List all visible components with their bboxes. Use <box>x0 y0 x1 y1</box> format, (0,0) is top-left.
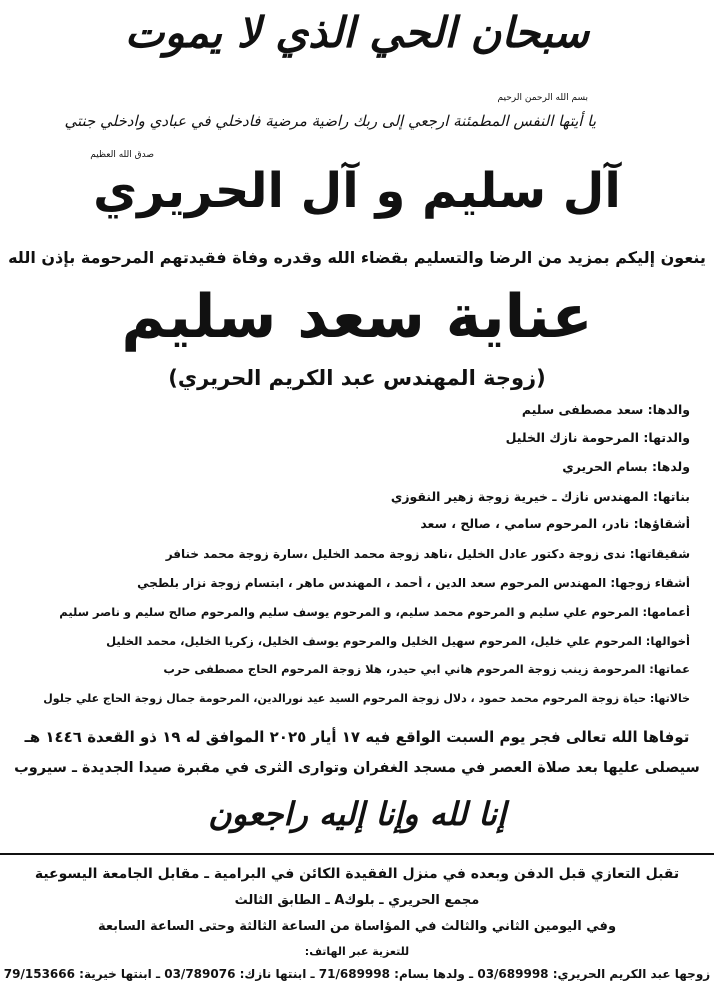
relative-row <box>20 605 690 619</box>
top-calligraphy: سبحان الحي الذي لا يموت <box>124 8 590 57</box>
condolence-location: تقبل التعازي قبل الدفن وبعده في منزل الفقيدة الكائن في البرامية ـ مقابل الجامعة اليسوعية <box>34 866 680 882</box>
phone-label: للتعزية عبر الهاتف: <box>304 945 410 958</box>
relative-value: المهندس المرحوم سعد الدين ، أحمد ، المهندس ماهر ، ابتسام زوجة نزار بلطجي <box>137 576 611 590</box>
relative-value: ندى زوجة دكتور عادل الخليل ،ناهد زوجة محمد الخليل ،سارة زوجة محمد خنافر <box>165 547 630 561</box>
relative-label: بناتها: <box>652 489 690 504</box>
sadaqa-text: صدق الله العظيم <box>90 150 154 160</box>
relative-label: والدها: <box>647 402 690 417</box>
relative-row <box>20 692 690 705</box>
quran-verse: يا أيتها النفس المطمئنة ارجعي إلى ربك راضية مرضية فادخلي في عبادي وادخلي جنتي <box>64 112 596 130</box>
relative-row <box>20 576 690 590</box>
deceased-subtitle: (زوجة المهندس عبد الكريم الحريري) <box>168 366 546 390</box>
relative-value: المرحومة زينب زوجة المرحوم هاني ابي حيدر، هلا زوجة المرحوم الحاج مصطفى حرب <box>163 662 650 676</box>
relative-row <box>20 634 690 648</box>
condolence-hours: وفي اليومين الثاني والثالث في المؤاساة من الساعة الثالثة وحتى الساعة السابعة <box>97 919 617 934</box>
relative-row <box>20 662 690 676</box>
relative-value: نادر، المرحوم سامي ، صالح ، سعد <box>420 516 634 531</box>
funeral-line: سيصلى عليها بعد صلاة العصر في مسجد الغفران وتوارى الثرى في مقبرة صيدا الجديدة ـ سيروب <box>14 760 700 776</box>
basmala: بسم الله الرحمن الرحيم <box>497 93 588 103</box>
relative-row <box>20 516 690 531</box>
relative-label: خالاتها: <box>649 692 690 705</box>
relative-row <box>20 430 690 445</box>
relative-label: أخوالها: <box>645 634 690 648</box>
phone-numbers: زوجها عبد الكريم الحريري: 03/689998 ـ ولدها بسام: 71/689998 ـ ابنتها نازك: 03/789076 ـ ابنتها خيرية: 79/153666 <box>3 967 711 981</box>
relative-row <box>20 459 690 474</box>
relative-value: سعد مصطفى سليم <box>521 402 648 417</box>
relative-value: بسام الحريري <box>562 459 652 474</box>
relative-label: والدتها: <box>643 430 690 445</box>
relative-label: شقيقاتها: <box>629 547 690 561</box>
relative-label: أعمامها: <box>642 605 690 619</box>
relative-label: ولدها: <box>651 459 690 474</box>
relative-label: أشقاء زوجها: <box>610 576 690 590</box>
relative-row <box>20 402 690 417</box>
deceased-name: عناية سعد سليم <box>121 282 593 352</box>
relative-value: المرحوم علي سليم و المرحوم محمد سليم، و المرحوم يوسف سليم والمرحوم صالح سليم و ناصر سليم <box>59 605 643 619</box>
relative-value: حياة زوجة المرحوم محمد حمود ، دلال زوجة المرحوم السيد عيد نورالدين، المرحومة جمال زوجة الحاج علي جلول <box>43 692 650 705</box>
relative-value: المرحومة نازك الخليل <box>505 430 644 445</box>
relative-row <box>20 489 690 504</box>
closing-calligraphy: إنا لله وإنا إليه راجعون <box>208 795 506 833</box>
divider-line <box>0 853 714 855</box>
announcement-text: ينعون إليكم بمزيد من الرضا والتسليم بقضاء الله وقدره وفاة فقيدتهم المرحومة بإذن الله <box>8 248 706 267</box>
relative-label: أشقاؤها: <box>633 516 690 531</box>
relative-label: عماتها: <box>649 662 690 676</box>
families-title: آل سليم و آل الحريري <box>93 163 621 219</box>
condolence-building: مجمع الحريري ـ بلوكA ـ الطابق الثالث <box>234 893 480 908</box>
relative-value: المهندس نازك ـ خيرية زوجة زهير النقوزي <box>390 489 653 504</box>
relative-row <box>20 547 690 561</box>
death-date-line: توفاها الله تعالى فجر يوم السبت الواقع فيه ١٧ أيار ٢٠٢٥ الموافق له ١٩ ذو القعدة ١٤٤٦ هـ <box>24 728 690 746</box>
relative-value: المرحوم علي خليل، المرحوم سهيل الخليل والمرحوم يوسف الخليل، زكريا الخليل، محمد الخليل <box>106 634 646 648</box>
